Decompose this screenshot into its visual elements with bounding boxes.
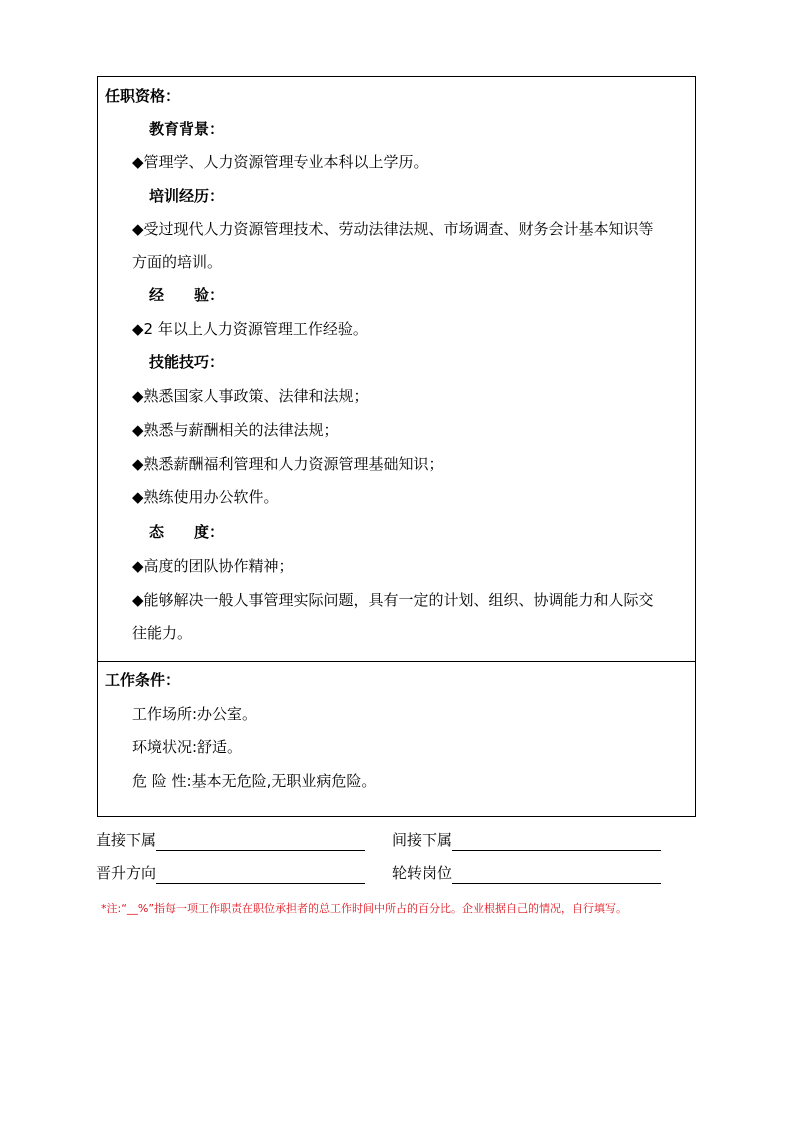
rotation-position-blank[interactable] [452,862,661,884]
attitude-label: 态 度： [149,523,225,541]
indirect-subordinate-blank[interactable] [452,829,661,851]
training-label: 培训经历： [149,187,225,205]
work-location: 工作场所:办公室。 [132,705,258,723]
hazard-level: 危 险 性:基本无危险,无职业病危险。 [132,772,377,790]
rotation-position-label: 轮转岗位 [392,864,453,882]
skills-item: ◆熟悉与薪酬相关的法律法规； [132,421,339,439]
attitude-item: ◆高度的团队协作精神； [132,557,294,575]
skills-item: ◆熟悉薪酬福利管理和人力资源管理基础知识； [132,455,444,473]
footer-row-subordinates [96,829,696,851]
work-conditions-title: 工作条件： [105,671,181,689]
indirect-subordinate-field [392,829,661,851]
promotion-direction-label: 晋升方向 [96,864,157,882]
footnote: *注:“__%”指每一项工作职责在职位承担者的总工作时间中所占的百分比。企业根据自己的情况，自行填写。 [101,902,628,915]
education-item: ◆管理学、人力资源管理专业本科以上学历。 [132,153,429,171]
skills-label: 技能技巧： [149,353,225,371]
environment-status: 环境状况:舒适。 [132,738,243,756]
direct-subordinate-field [96,829,365,851]
footer-row-career [96,862,696,884]
direct-subordinate-blank[interactable] [156,829,365,851]
skills-item: ◆熟练使用办公软件。 [132,488,279,506]
rotation-position-field [392,862,661,884]
indirect-subordinate-label: 间接下属 [392,831,453,849]
qualifications-section [97,76,696,662]
experience-item: ◆2 年以上人力资源管理工作经验。 [132,320,368,338]
qualifications-title: 任职资格： [105,87,181,105]
attitude-item-continued: 往能力。 [132,624,193,642]
skills-item: ◆熟悉国家人事政策、法律和法规； [132,387,369,405]
direct-subordinate-label: 直接下属 [96,831,157,849]
experience-label: 经 验： [149,286,225,304]
training-item: ◆受过现代人力资源管理技术、劳动法律法规、市场调查、财务会计基本知识等 [132,220,654,238]
promotion-direction-blank[interactable] [156,862,365,884]
attitude-item: ◆能够解决一般人事管理实际问题，具有一定的计划、组织、协调能力和人际交 [132,591,654,609]
education-label: 教育背景： [149,120,225,138]
training-item-continued: 方面的培训。 [132,253,223,271]
promotion-direction-field [96,862,365,884]
work-conditions-section [97,661,696,817]
